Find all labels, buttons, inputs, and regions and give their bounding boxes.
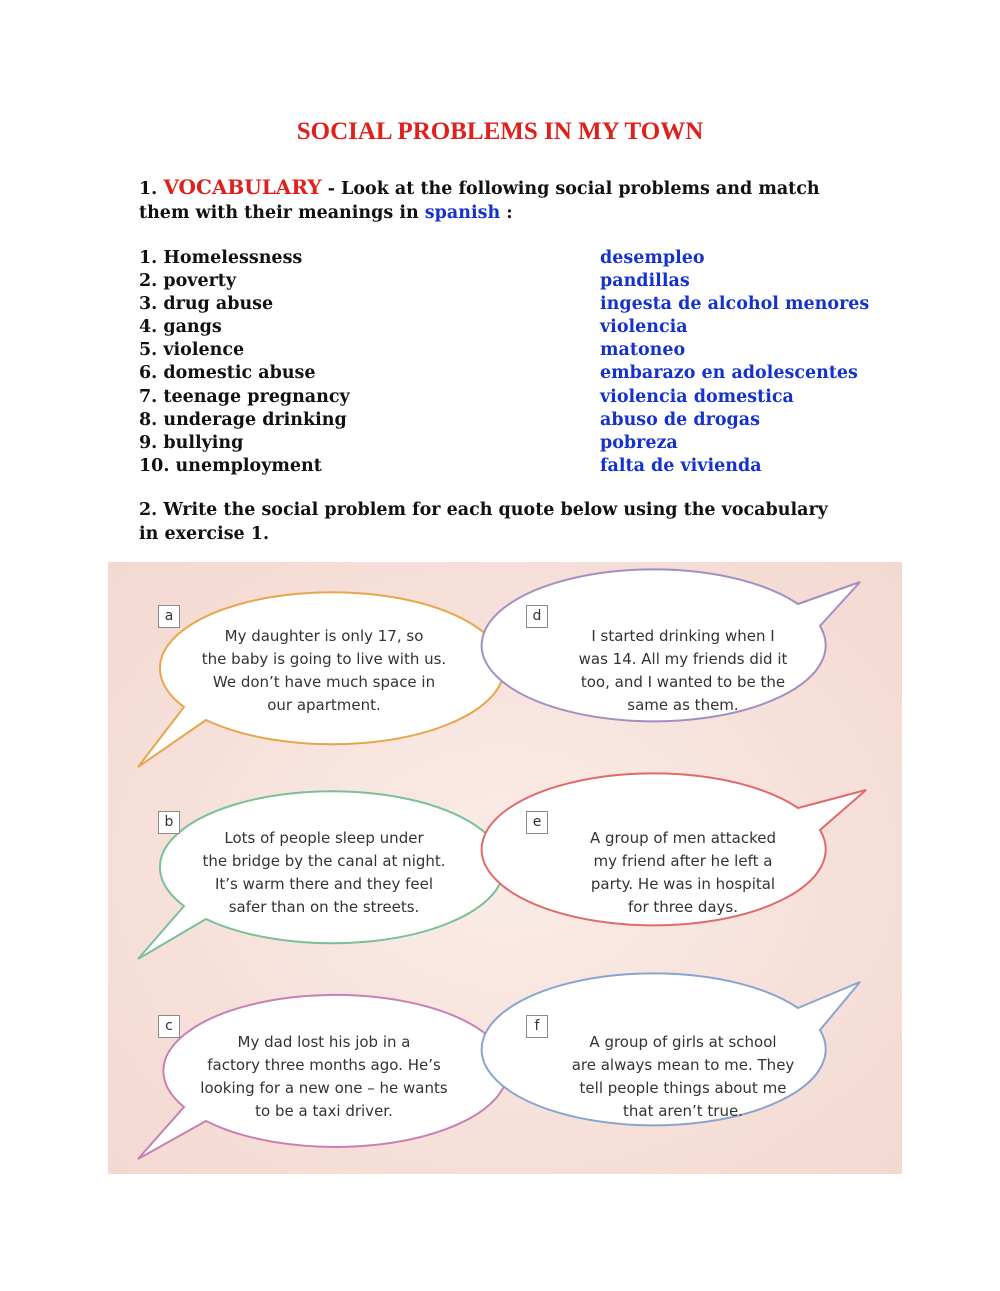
- quote-line: the baby is going to live with us.: [201, 650, 447, 668]
- quote-line: My daughter is only 17, so: [224, 627, 424, 645]
- quote-line: was 14. All my friends did it: [578, 650, 788, 668]
- quote-line: that aren’t true.: [623, 1102, 743, 1120]
- quote-line: We don’t have much space in: [212, 673, 436, 691]
- page-title: SOCIAL PROBLEMS IN MY TOWN: [296, 118, 704, 145]
- quote-line: It’s warm there and they feel: [214, 875, 433, 893]
- list-item: 3. drug abuse: [139, 294, 274, 315]
- quote-line: our apartment.: [267, 696, 381, 714]
- exercise-1-instruction: [139, 175, 869, 225]
- vocabulary-keyword: VOCABULARY: [163, 175, 322, 199]
- quote-line: My dad lost his job in a: [237, 1033, 411, 1051]
- quote-label-f: f: [526, 1015, 548, 1038]
- quote-line: same as them.: [627, 696, 739, 714]
- list-item: 10. unemployment: [139, 455, 322, 476]
- quote-line: to be a taxi driver.: [255, 1102, 393, 1120]
- quote-label-a: a: [158, 605, 180, 628]
- list-item: embarazo en adolescentes: [600, 363, 858, 384]
- quote-text-f: [543, 1031, 823, 1123]
- quote-line: are always mean to me. They: [571, 1056, 795, 1074]
- list-item: violencia domestica: [600, 386, 794, 407]
- spanish-terms-list: [600, 247, 869, 478]
- quote-label-b: b: [158, 811, 180, 834]
- english-terms-list: [139, 247, 350, 478]
- list-item: 6. domestic abuse: [139, 363, 316, 384]
- list-item: 8. underage drinking: [139, 409, 347, 430]
- list-item: ingesta de alcohol menores: [600, 294, 870, 315]
- quote-line: safer than on the streets.: [228, 898, 420, 916]
- quote-line: Lots of people sleep under: [224, 829, 424, 847]
- exercise-2-instruction: 2. Write the social problem for each quote below using the vocabulary in exercise 1.: [139, 500, 828, 544]
- quote-line: A group of men attacked: [590, 829, 776, 847]
- quote-line: tell people things about me: [579, 1079, 787, 1097]
- list-item: violencia: [600, 317, 688, 338]
- instruction-end: :: [500, 203, 513, 223]
- quote-label-e: e: [526, 811, 548, 834]
- quote-line: my friend after he left a: [593, 852, 773, 870]
- quotes-panel: [108, 562, 902, 1174]
- quote-line: the bridge by the canal at night.: [202, 852, 446, 870]
- list-item: pandillas: [600, 271, 690, 292]
- list-item: desempleo: [600, 248, 705, 268]
- quote-line: A group of girls at school: [589, 1033, 777, 1051]
- list-item: 5. violence: [139, 340, 245, 361]
- list-item: pobreza: [600, 432, 678, 453]
- exercise-1-number: 1.: [139, 179, 158, 199]
- quote-line: factory three months ago. He’s: [207, 1056, 441, 1074]
- quote-label-d: d: [526, 605, 548, 628]
- quote-text-e: [543, 827, 823, 919]
- list-item: 7. teenage pregnancy: [139, 386, 350, 407]
- list-item: 9. bullying: [139, 432, 244, 453]
- quote-text-d: [543, 625, 823, 717]
- quote-label-c: c: [158, 1015, 180, 1038]
- list-item: abuso de drogas: [600, 409, 760, 430]
- quote-line: I started drinking when I: [591, 627, 775, 645]
- quote-text-b: [184, 827, 464, 919]
- list-item: 1. Homelessness: [139, 248, 303, 268]
- list-item: matoneo: [600, 340, 686, 361]
- quote-line: looking for a new one – he wants: [200, 1079, 448, 1097]
- quote-line: party. He was in hospital: [590, 875, 776, 893]
- quote-text-a: [184, 625, 464, 717]
- language-word: spanish: [424, 203, 501, 223]
- quote-line: too, and I wanted to be the: [580, 673, 786, 691]
- list-item: falta de vivienda: [600, 455, 762, 476]
- list-item: 4. gangs: [139, 317, 222, 338]
- instruction-text: - Look at the following social problems and match them with their meanings in: [139, 179, 820, 223]
- list-item: 2. poverty: [139, 271, 237, 292]
- quote-text-c: [184, 1031, 464, 1123]
- quote-line: for three days.: [627, 898, 739, 916]
